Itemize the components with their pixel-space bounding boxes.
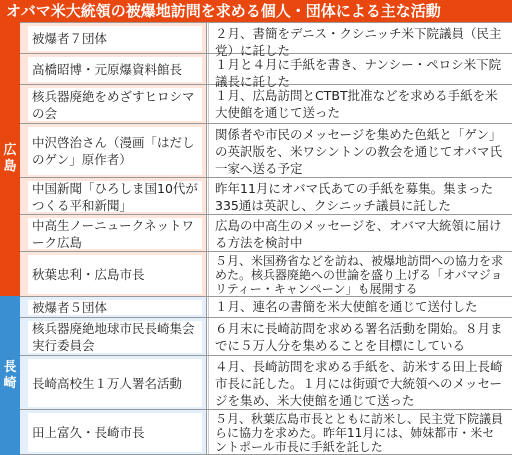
table-row bbox=[20, 410, 512, 455]
table-row bbox=[20, 23, 512, 58]
name-cell bbox=[20, 356, 207, 409]
group-name: 被爆者５団体 bbox=[28, 300, 202, 315]
group-name: 核兵器廃絶をめざすヒロシマの会 bbox=[28, 88, 202, 121]
table-row bbox=[20, 54, 512, 89]
table-row bbox=[20, 178, 512, 215]
table-row bbox=[20, 85, 512, 124]
table-title: オバマ米大統領の被爆地訪問を求める個人・団体による主な活動 bbox=[0, 0, 512, 22]
region-char: 崎 bbox=[3, 375, 17, 391]
table-row bbox=[20, 252, 512, 297]
activity-table bbox=[20, 22, 512, 455]
region-char: 長 bbox=[3, 359, 17, 375]
group-name: 中高生ノーニュークネットワーク広島 bbox=[28, 218, 202, 249]
name-cell bbox=[20, 215, 207, 251]
table-row bbox=[20, 297, 512, 318]
group-name: 中国新聞「ひろしま国10代がつくる平和新聞」 bbox=[28, 181, 202, 212]
activity-text: 関係者や市民のメッセージを集めた色紙と「ゲン」の英訳版を、米ワシントンの教会を通じてオバマ氏一家へ送る予定 bbox=[208, 124, 512, 177]
region-label-hiroshima bbox=[0, 22, 20, 296]
name-cell bbox=[20, 410, 207, 454]
activity-text: ４月、長崎訪問を求める手紙を、訪米する田上長崎市長に託した。１月には街頭で大統領へのメッセージを集め、米大使館を通じて送った bbox=[208, 356, 512, 409]
group-name: 高橋昭博・元原爆資料館長 bbox=[28, 57, 202, 82]
name-cell bbox=[20, 318, 207, 355]
activity-text: １月と４月に手紙を書き、ナンシー・ペロシ米下院議長に託した bbox=[208, 54, 512, 84]
name-cell bbox=[20, 297, 207, 317]
activity-text: ６月末に長崎訪問を求める署名活動を開始。８月までに５万人分を集めることを目標にしている bbox=[208, 318, 512, 355]
name-cell bbox=[20, 85, 207, 123]
group-name: 核兵器廃絶地球市民長崎集会実行委員会 bbox=[28, 321, 202, 353]
activity-text: １月、連名の書簡を米大使館を通じて送付した bbox=[208, 297, 512, 317]
group-name: 被爆者７団体 bbox=[28, 26, 202, 51]
table-row bbox=[20, 356, 512, 410]
name-cell bbox=[20, 252, 207, 296]
group-name: 長崎高校生１万人署名活動 bbox=[28, 359, 202, 407]
activity-text: 昨年11月にオバマ氏あての手紙を募集。集まった335通は英訳し、クシニッチ議員に託した bbox=[208, 178, 512, 214]
activity-text: 広島の中高生のメッセージを、オバマ大統領に届ける方法を検討中 bbox=[208, 215, 512, 251]
region-char: 島 bbox=[3, 159, 17, 174]
name-cell bbox=[20, 23, 207, 53]
table-row bbox=[20, 215, 512, 252]
table-row bbox=[20, 318, 512, 356]
activity-text: １月、広島訪問とCTBT批准などを求める手紙を米大使館を通じて送った bbox=[208, 85, 512, 123]
group-name: 中沢啓治さん（漫画「はだしのゲン」原作者） bbox=[28, 127, 202, 175]
region-char: 広 bbox=[3, 143, 17, 158]
activity-text: ５月、秋葉広島市長とともに訪米し、民主党下院議員らに協力を求めた。昨年11月には、姉妹都市・米セントポール市長に手紙を託した bbox=[208, 410, 512, 454]
group-name: 秋葉忠利・広島市長 bbox=[28, 255, 202, 294]
group-name: 田上富久・長崎市長 bbox=[28, 413, 202, 452]
name-cell bbox=[20, 124, 207, 177]
activity-text: ２月、書簡をデニス・クシニッチ米下院議員（民主党）に託した bbox=[208, 23, 512, 53]
region-label-nagasaki bbox=[0, 296, 20, 455]
table-row bbox=[20, 124, 512, 178]
activity-text: ５月、米国務省などを訪ね、被爆地訪問への協力を求めた。核兵器廃絶への世論を盛り上げる「オバマジョリティー・キャンペーン」も展開する bbox=[208, 252, 512, 296]
name-cell bbox=[20, 54, 207, 84]
name-cell bbox=[20, 178, 207, 214]
